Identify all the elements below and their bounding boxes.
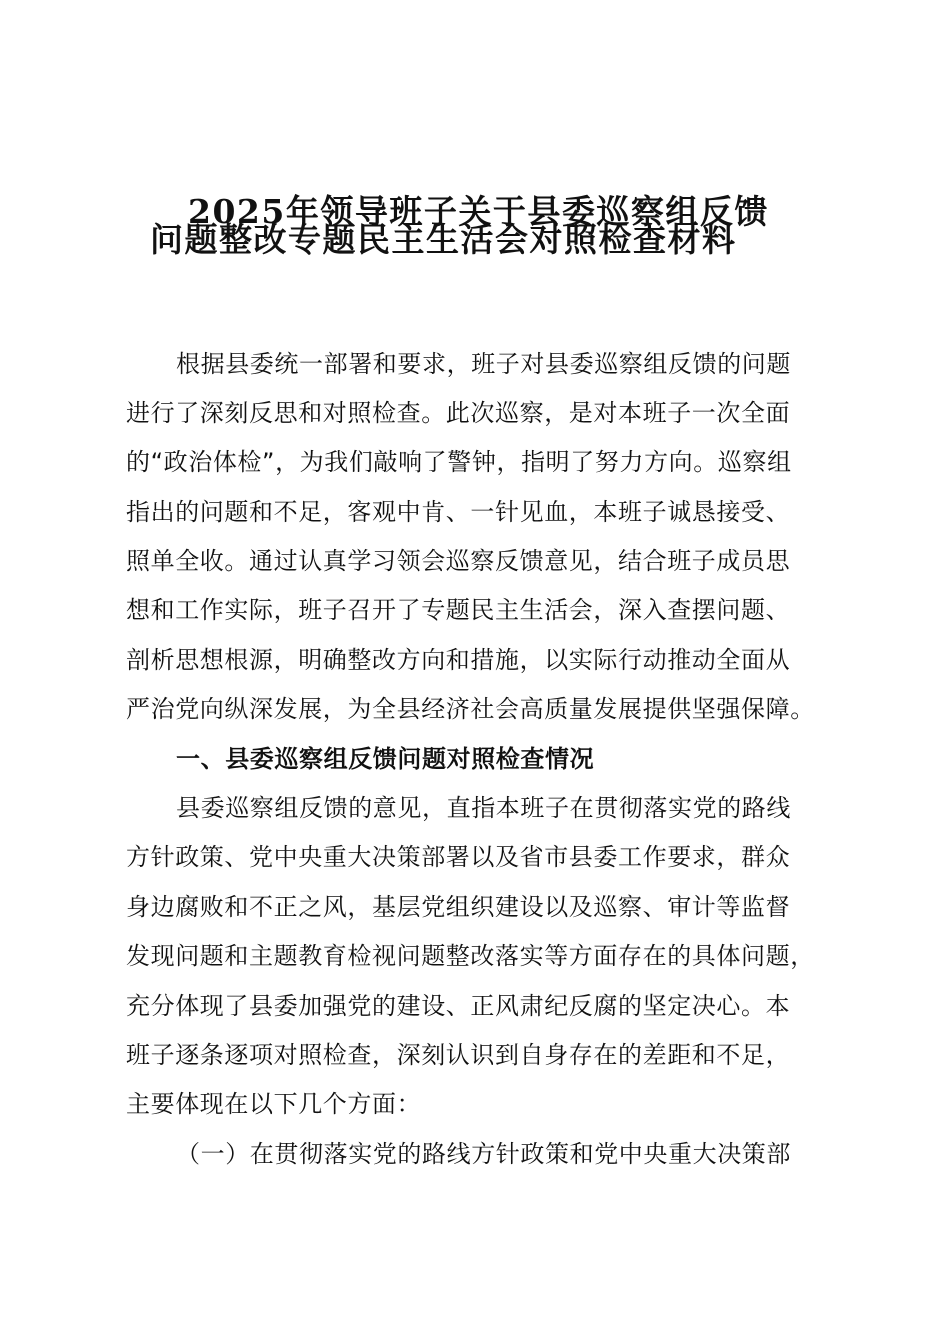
paragraph-line: 身边腐败和不正之风，基层党组织建设以及巡察、审计等监督 xyxy=(126,893,791,921)
paragraph-line: 照单全收。通过认真学习领会巡察反馈意见，结合班子成员思 xyxy=(126,547,791,575)
paragraph-line: 发现问题和主题教育检视问题整改落实等方面存在的具体问题， xyxy=(126,942,815,970)
paragraph-line: 的“政治体检”，为我们敲响了警钟，指明了努力方向。巡察组 xyxy=(126,448,792,476)
paragraph-line: 方针政策、党中央重大决策部署以及省市县委工作要求，群众 xyxy=(126,843,791,871)
paragraph-line: 严治党向纵深发展，为全县经济社会高质量发展提供坚强保障。 xyxy=(126,695,815,723)
document-title-line-1: 2025年领导班子关于县委巡察组反馈 xyxy=(188,192,769,231)
subsection-heading: （一）在贯彻落实党的路线方针政策和党中央重大决策部 xyxy=(176,1140,791,1168)
paragraph-line: 班子逐条逐项对照检查，深刻认识到自身存在的差距和不足， xyxy=(126,1041,791,1069)
paragraph-line: 剖析思想根源，明确整改方向和措施，以实际行动推动全面从 xyxy=(126,646,791,674)
paragraph-line: 主要体现在以下几个方面： xyxy=(126,1090,422,1118)
paragraph-line: 县委巡察组反馈的意见，直指本班子在贯彻落实党的路线 xyxy=(176,794,791,822)
paragraph-line: 想和工作实际，班子召开了专题民主生活会，深入查摆问题、 xyxy=(126,596,791,624)
section-heading: 一、县委巡察组反馈问题对照检查情况 xyxy=(176,745,595,773)
paragraph-line: 进行了深刻反思和对照检查。此次巡察，是对本班子一次全面 xyxy=(126,399,791,427)
document-title-line-2: 问题整改专题民主生活会对照检查材料 xyxy=(150,220,737,259)
paragraph-line: 根据县委统一部署和要求，班子对县委巡察组反馈的问题 xyxy=(176,350,791,378)
paragraph-line: 充分体现了县委加强党的建设、正风肃纪反腐的坚定决心。本 xyxy=(126,992,791,1020)
paragraph-line: 指出的问题和不足，客观中肯、一针见血，本班子诚恳接受、 xyxy=(126,498,791,526)
